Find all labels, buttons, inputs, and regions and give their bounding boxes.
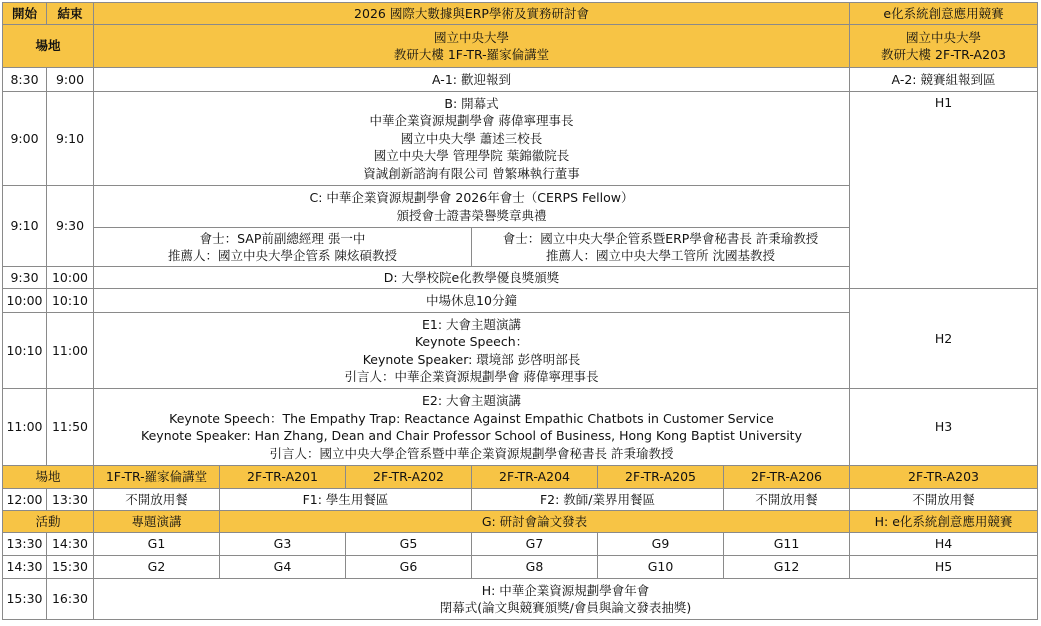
- row-break: [3, 289, 1038, 313]
- room-name: 2F-TR-A201: [220, 466, 346, 489]
- closing-session: [94, 579, 1038, 620]
- activity-competition: H: e化系統創意應用競賽: [850, 511, 1038, 533]
- session-c-line: 頒授會士證書榮譽獎章典禮: [396, 207, 547, 223]
- competition-venue-line: 教研大樓 2F-TR-A203: [881, 47, 1006, 62]
- end-time: 16:30: [47, 579, 94, 620]
- session-cell: G12: [724, 556, 850, 579]
- session-e2-line: Keynote Speaker: Han Zhang, Dean and Chair Professor School of Business, Hong Kong Baptist University: [141, 428, 802, 443]
- room-name: 1F-TR-羅家倫講堂: [94, 466, 220, 489]
- end-time: 9:10: [47, 92, 94, 186]
- start-time: 8:30: [3, 68, 47, 92]
- fellow-right-line: 會士：國立中央大學企管系暨ERP學會秘書長 許秉瑜教授: [502, 230, 819, 246]
- closing-line: 閉幕式(論文與競賽頒獎/會員與論文發表抽獎): [439, 600, 692, 615]
- row-a: [3, 68, 1038, 92]
- session-a1: A-1: 歡迎報到: [94, 68, 850, 92]
- activity-papers: G: 研討會論文發表: [220, 511, 850, 533]
- main-venue-line: 國立中央大學: [434, 29, 510, 45]
- lunch-cell: 不開放用餐: [94, 489, 220, 511]
- lunch-f1: F1: 學生用餐區: [220, 489, 472, 511]
- session-b-line: 資誠創新諮詢有限公司 曾繁琳執行董事: [363, 165, 580, 181]
- session-cell: G11: [724, 533, 850, 556]
- end-time: 10:10: [47, 289, 94, 313]
- room-name: 2F-TR-A205: [598, 466, 724, 489]
- fellow-right-line: 推薦人：國立中央大學工管所 沈國基教授: [546, 248, 775, 263]
- session-e2-line: 引言人：國立中央大學企管系暨中華企業資源規劃學會秘書長 許秉瑜教授: [269, 445, 674, 461]
- end-time: 11:50: [47, 389, 94, 466]
- session-cell: H5: [850, 556, 1038, 579]
- session-e2-line: E2: 大會主題演講: [421, 393, 522, 408]
- main-venue-line: 教研大樓 1F-TR-羅家倫講堂: [393, 47, 550, 62]
- session-e2: [94, 389, 850, 466]
- session-row-1: [3, 533, 1038, 556]
- session-cell: G5: [346, 533, 472, 556]
- session-cell: G6: [346, 556, 472, 579]
- row-e2: [3, 389, 1038, 466]
- session-h1: H1: [850, 92, 1038, 289]
- competition-venue: [850, 25, 1038, 68]
- session-b-line: 國立中央大學 管理學院 葉錦徽院長: [373, 148, 570, 164]
- rooms-row: [3, 466, 1038, 489]
- end-time: 9:00: [47, 68, 94, 92]
- session-cell: G3: [220, 533, 346, 556]
- end-time: 14:30: [47, 533, 94, 556]
- start-time: 13:30: [3, 533, 47, 556]
- lunch-cell: 不開放用餐: [724, 489, 850, 511]
- room-name: 2F-TR-A206: [724, 466, 850, 489]
- start-time: 9:30: [3, 267, 47, 289]
- closing-row: [3, 579, 1038, 620]
- end-time: 9:30: [47, 186, 94, 267]
- start-header: 開始: [3, 3, 47, 25]
- start-time: 11:00: [3, 389, 47, 466]
- session-e1: [94, 313, 850, 389]
- venue-label: 場地: [3, 25, 94, 68]
- conference-title: 2026 國際大數據與ERP學術及實務研討會: [94, 3, 850, 25]
- session-b-line: B: 開幕式: [444, 95, 499, 111]
- session-cell: H4: [850, 533, 1038, 556]
- session-h2: H2: [850, 289, 1038, 389]
- activity-label: 活動: [3, 511, 94, 533]
- start-time: 10:10: [3, 313, 47, 389]
- start-time: 10:00: [3, 289, 47, 313]
- room-name: 2F-TR-A202: [346, 466, 472, 489]
- start-time: 9:10: [3, 186, 47, 267]
- main-venue: [94, 25, 850, 68]
- activity-special: 專題演講: [94, 511, 220, 533]
- rooms-label: 場地: [3, 466, 94, 489]
- venue-row: [3, 25, 1038, 68]
- fellow-left: [94, 228, 472, 267]
- break: 中場休息10分鐘: [94, 289, 850, 313]
- session-b-line: 國立中央大學 蕭述三校長: [400, 130, 543, 146]
- row-b: [3, 92, 1038, 186]
- session-cell: G9: [598, 533, 724, 556]
- session-cell: G10: [598, 556, 724, 579]
- session-cell: G4: [220, 556, 346, 579]
- session-b-line: 中華企業資源規劃學會 蔣偉寧理事長: [369, 113, 574, 129]
- session-cell: G1: [94, 533, 220, 556]
- competition-venue-line: 國立中央大學: [906, 29, 982, 45]
- session-e1-line: E1: 大會主題演講: [421, 316, 522, 332]
- fellow-left-line: 推薦人：國立中央大學企管系 陳炫碩教授: [168, 248, 397, 263]
- session-e1-line: Keynote Speaker: 環境部 彭啓明部長: [362, 351, 581, 367]
- room-name: 2F-TR-A204: [472, 466, 598, 489]
- end-time: 10:00: [47, 267, 94, 289]
- session-cell: G8: [472, 556, 598, 579]
- lunch-cell: 不開放用餐: [850, 489, 1038, 511]
- session-c-line: C: 中華企業資源規劃學會 2026年會士（CERPS Fellow）: [309, 190, 634, 205]
- session-e1-line: 引言人：中華企業資源規劃學會 蔣偉寧理事長: [344, 369, 599, 384]
- end-header: 結束: [47, 3, 94, 25]
- session-cell: G7: [472, 533, 598, 556]
- session-h3: H3: [850, 389, 1038, 466]
- start-time: 15:30: [3, 579, 47, 620]
- session-c: [94, 186, 850, 228]
- fellow-left-line: 會士：SAP前副總經理 張一中: [199, 230, 366, 246]
- fellow-right: [472, 228, 850, 267]
- lunch-f2: F2: 教師/業界用餐區: [472, 489, 724, 511]
- activity-row: [3, 511, 1038, 533]
- closing-line: H: 中華企業資源規劃學會年會: [481, 582, 650, 598]
- session-e2-line: Keynote Speech：The Empathy Trap: Reactance Against Empathic Chatbots in Customer Service: [169, 410, 774, 426]
- session-cell: G2: [94, 556, 220, 579]
- lunch-row: [3, 489, 1038, 511]
- room-name: 2F-TR-A203: [850, 466, 1038, 489]
- competition-title: e化系統創意應用競賽: [850, 3, 1038, 25]
- start-time: 14:30: [3, 556, 47, 579]
- session-row-2: [3, 556, 1038, 579]
- start-time: 9:00: [3, 92, 47, 186]
- session-e1-line: Keynote Speech：: [414, 334, 529, 349]
- end-time: 15:30: [47, 556, 94, 579]
- schedule-table: [2, 2, 1038, 620]
- end-time: 11:00: [47, 313, 94, 389]
- header-row: [3, 3, 1038, 25]
- session-d: D: 大學校院e化教學優良獎頒獎: [94, 267, 850, 289]
- end-time: 13:30: [47, 489, 94, 511]
- session-b: [94, 92, 850, 186]
- session-a2: A-2: 競賽組報到區: [850, 68, 1038, 92]
- start-time: 12:00: [3, 489, 47, 511]
